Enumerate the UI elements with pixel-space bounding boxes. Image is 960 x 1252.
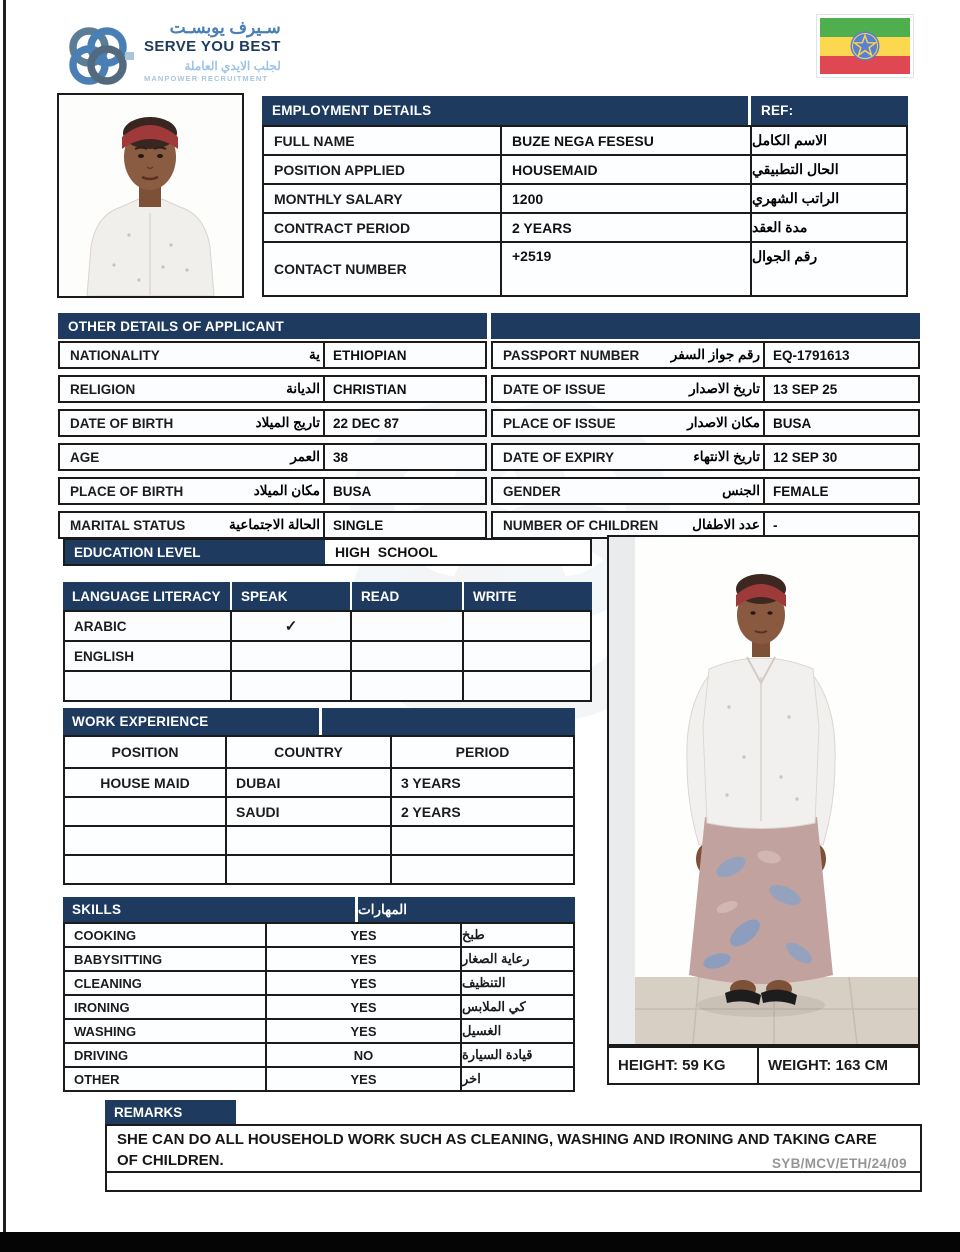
field-label-arabic: الاسم الكامل — [752, 127, 906, 154]
field-label: MONTHLY SALARY — [264, 185, 500, 212]
field-value: 38 — [323, 445, 485, 469]
column-header: LANGUAGE LITERACY — [63, 582, 230, 610]
applicant-full-body-photo — [607, 535, 920, 1046]
field-label: DATE OF EXPIRY — [503, 449, 615, 465]
field-label-arabic: تاريخ الانتهاء — [693, 449, 760, 464]
skill-label: CLEANING — [65, 972, 265, 994]
period-cell — [392, 827, 573, 854]
field-value: 22 DEC 87 — [323, 411, 485, 435]
field-label: PASSPORT NUMBER — [503, 347, 640, 363]
country-cell: SAUDI — [227, 798, 390, 825]
skill-label-arabic: قيادة السيارة — [462, 1044, 573, 1066]
agency-knot-icon — [58, 14, 138, 98]
skill-label: COOKING — [65, 924, 265, 946]
education-level-label: EDUCATION LEVEL — [65, 540, 325, 564]
column-header: WRITE — [464, 582, 592, 610]
read-cell — [352, 642, 462, 670]
skills-table — [63, 922, 575, 1092]
field-label-arabic: مكان الاصدار — [687, 415, 760, 430]
field-value: 2 YEARS — [502, 214, 750, 241]
other-details-title: OTHER DETAILS OF APPLICANT — [58, 313, 487, 339]
position-cell — [65, 798, 225, 825]
field-value: - — [763, 513, 918, 537]
speak-checkmark: ✓ — [232, 612, 350, 640]
education-level-value: HIGH SCHOOL — [325, 540, 590, 564]
field-label: FULL NAME — [264, 127, 500, 154]
skills-header — [63, 897, 575, 922]
field-value: 12 SEP 30 — [763, 445, 918, 469]
skill-value: YES — [267, 948, 460, 970]
column-header: POSITION — [65, 737, 225, 767]
field-label: RELIGION — [70, 381, 136, 397]
document-code: SYB/MCV/ETH/24/09 — [772, 1156, 907, 1171]
column-header: PERIOD — [392, 737, 573, 767]
field-label-arabic: مكان الميلاد — [253, 483, 320, 498]
speak-cell — [232, 672, 350, 700]
field-label-arabic: رقم جواز السفر — [670, 347, 760, 362]
read-cell — [352, 612, 462, 640]
field-label-arabic: الحالة الاجتماعية — [229, 517, 320, 532]
field-value: CHRISTIAN — [323, 377, 485, 401]
field-label-arabic: مدة العقد — [752, 214, 906, 241]
body-stats-row — [607, 1046, 920, 1085]
skill-label: DRIVING — [65, 1044, 265, 1066]
field-value: 1200 — [502, 185, 750, 212]
field-label-arabic: الحال التطبيقي — [752, 156, 906, 183]
table-row — [58, 409, 920, 437]
column-header: COUNTRY — [227, 737, 390, 767]
skill-value: YES — [267, 972, 460, 994]
field-label: CONTACT NUMBER — [264, 243, 500, 295]
field-label: DATE OF BIRTH — [70, 415, 174, 431]
table-row — [58, 443, 920, 471]
skill-value: YES — [267, 996, 460, 1018]
logo-name-arabic: سـيرف يوبسـت — [169, 18, 281, 37]
remarks-divider — [107, 1171, 920, 1173]
logo-tagline-arabic: لجلب الايدي العاملة — [184, 59, 281, 73]
skill-value: YES — [267, 924, 460, 946]
period-cell: 3 YEARS — [392, 769, 573, 796]
skill-label-arabic: اخر — [462, 1068, 573, 1090]
read-cell — [352, 672, 462, 700]
skills-title-arabic: المهارات — [358, 897, 575, 922]
skill-label-arabic: الغسيل — [462, 1020, 573, 1042]
remarks-text: SHE CAN DO ALL HOUSEHOLD WORK SUCH AS CLEANING, WASHING AND IRONING AND TAKING CARE OF CHILDREN. — [117, 1131, 877, 1169]
skill-label-arabic: كي الملابس — [462, 996, 573, 1018]
field-label: NUMBER OF CHILDREN — [503, 517, 659, 533]
skill-label: IRONING — [65, 996, 265, 1018]
work-experience-title: WORK EXPERIENCE — [63, 708, 319, 735]
field-label: NATIONALITY — [70, 347, 160, 363]
country-cell — [227, 856, 390, 883]
field-label-arabic: الجنس — [722, 483, 760, 498]
field-value: FEMALE — [763, 479, 918, 503]
field-value: BUSA — [323, 479, 485, 503]
skill-label-arabic: طبخ — [462, 924, 573, 946]
field-value: +2519 — [502, 243, 750, 295]
language-literacy-table — [63, 610, 592, 702]
applicant-portrait-photo — [57, 93, 244, 298]
employment-details-table — [262, 96, 908, 297]
field-label: MARITAL STATUS — [70, 517, 186, 533]
skill-label-arabic: التنظيف — [462, 972, 573, 994]
field-label: CONTRACT PERIOD — [264, 214, 500, 241]
field-label: PLACE OF BIRTH — [70, 483, 184, 499]
field-value: ETHIOPIAN — [323, 343, 485, 367]
table-row — [58, 341, 920, 369]
scan-edge-line — [3, 0, 6, 1232]
skill-label: OTHER — [65, 1068, 265, 1090]
weight-value: WEIGHT: 163 CM — [768, 1057, 889, 1074]
position-cell: HOUSE MAID — [65, 769, 225, 796]
field-label-arabic: تاريخ الاصدار — [689, 381, 760, 396]
scan-bottom-bar — [0, 1232, 960, 1252]
skills-title: SKILLS — [63, 897, 355, 922]
period-cell — [392, 856, 573, 883]
table-row — [58, 477, 920, 505]
logo-name-english: SERVE YOU BEST — [144, 38, 281, 55]
field-label-arabic: عدد الاطفال — [692, 517, 760, 532]
write-cell — [464, 672, 590, 700]
work-experience-table — [63, 735, 575, 885]
work-experience-header — [63, 708, 575, 735]
field-label-arabic: الديانة — [286, 381, 320, 396]
position-cell — [65, 856, 225, 883]
other-details-table — [58, 341, 920, 545]
field-label-arabic: تاريج الميلاد — [255, 415, 320, 430]
agency-logo — [58, 14, 318, 98]
skill-value: YES — [267, 1020, 460, 1042]
height-value: HEIGHT: 59 KG — [609, 1048, 759, 1083]
field-value: BUSA — [763, 411, 918, 435]
column-header: READ — [352, 582, 462, 610]
field-label-arabic: الراتب الشهري — [752, 185, 906, 212]
skill-label: BABYSITTING — [65, 948, 265, 970]
field-label-arabic: ية — [309, 347, 320, 362]
field-label-arabic: رقم الجوال — [752, 243, 906, 295]
skill-value: NO — [267, 1044, 460, 1066]
language-name: ENGLISH — [65, 642, 230, 670]
field-label: POSITION APPLIED — [264, 156, 500, 183]
skill-value: YES — [267, 1068, 460, 1090]
speak-cell — [232, 642, 350, 670]
field-value: BUZE NEGA FESESU — [502, 127, 750, 154]
ref-label: REF: — [751, 96, 908, 125]
language-literacy-header — [63, 582, 592, 610]
field-label: DATE OF ISSUE — [503, 381, 606, 397]
field-value: 13 SEP 25 — [763, 377, 918, 401]
education-level-row — [63, 538, 592, 566]
table-row — [58, 375, 920, 403]
field-value: EQ-1791613 — [763, 343, 918, 367]
write-cell — [464, 642, 590, 670]
field-label: AGE — [70, 449, 100, 465]
country-cell — [227, 827, 390, 854]
remarks-title: REMARKS — [105, 1100, 236, 1124]
other-details-header — [58, 313, 920, 339]
position-cell — [65, 827, 225, 854]
field-label: PLACE OF ISSUE — [503, 415, 616, 431]
field-value: HOUSEMAID — [502, 156, 750, 183]
write-cell — [464, 612, 590, 640]
skill-label: WASHING — [65, 1020, 265, 1042]
column-header: SPEAK — [232, 582, 350, 610]
field-value: SINGLE — [323, 513, 485, 537]
country-cell: DUBAI — [227, 769, 390, 796]
field-label: GENDER — [503, 483, 561, 499]
language-name: ARABIC — [65, 612, 230, 640]
field-label-arabic: العمر — [290, 449, 320, 464]
ethiopia-flag — [816, 14, 914, 78]
language-name — [65, 672, 230, 700]
employment-details-title: EMPLOYMENT DETAILS — [262, 96, 748, 125]
period-cell: 2 YEARS — [392, 798, 573, 825]
logo-tagline-english: MANPOWER RECRUITMENT — [144, 74, 269, 83]
skill-label-arabic: رعاية الصغار — [462, 948, 573, 970]
